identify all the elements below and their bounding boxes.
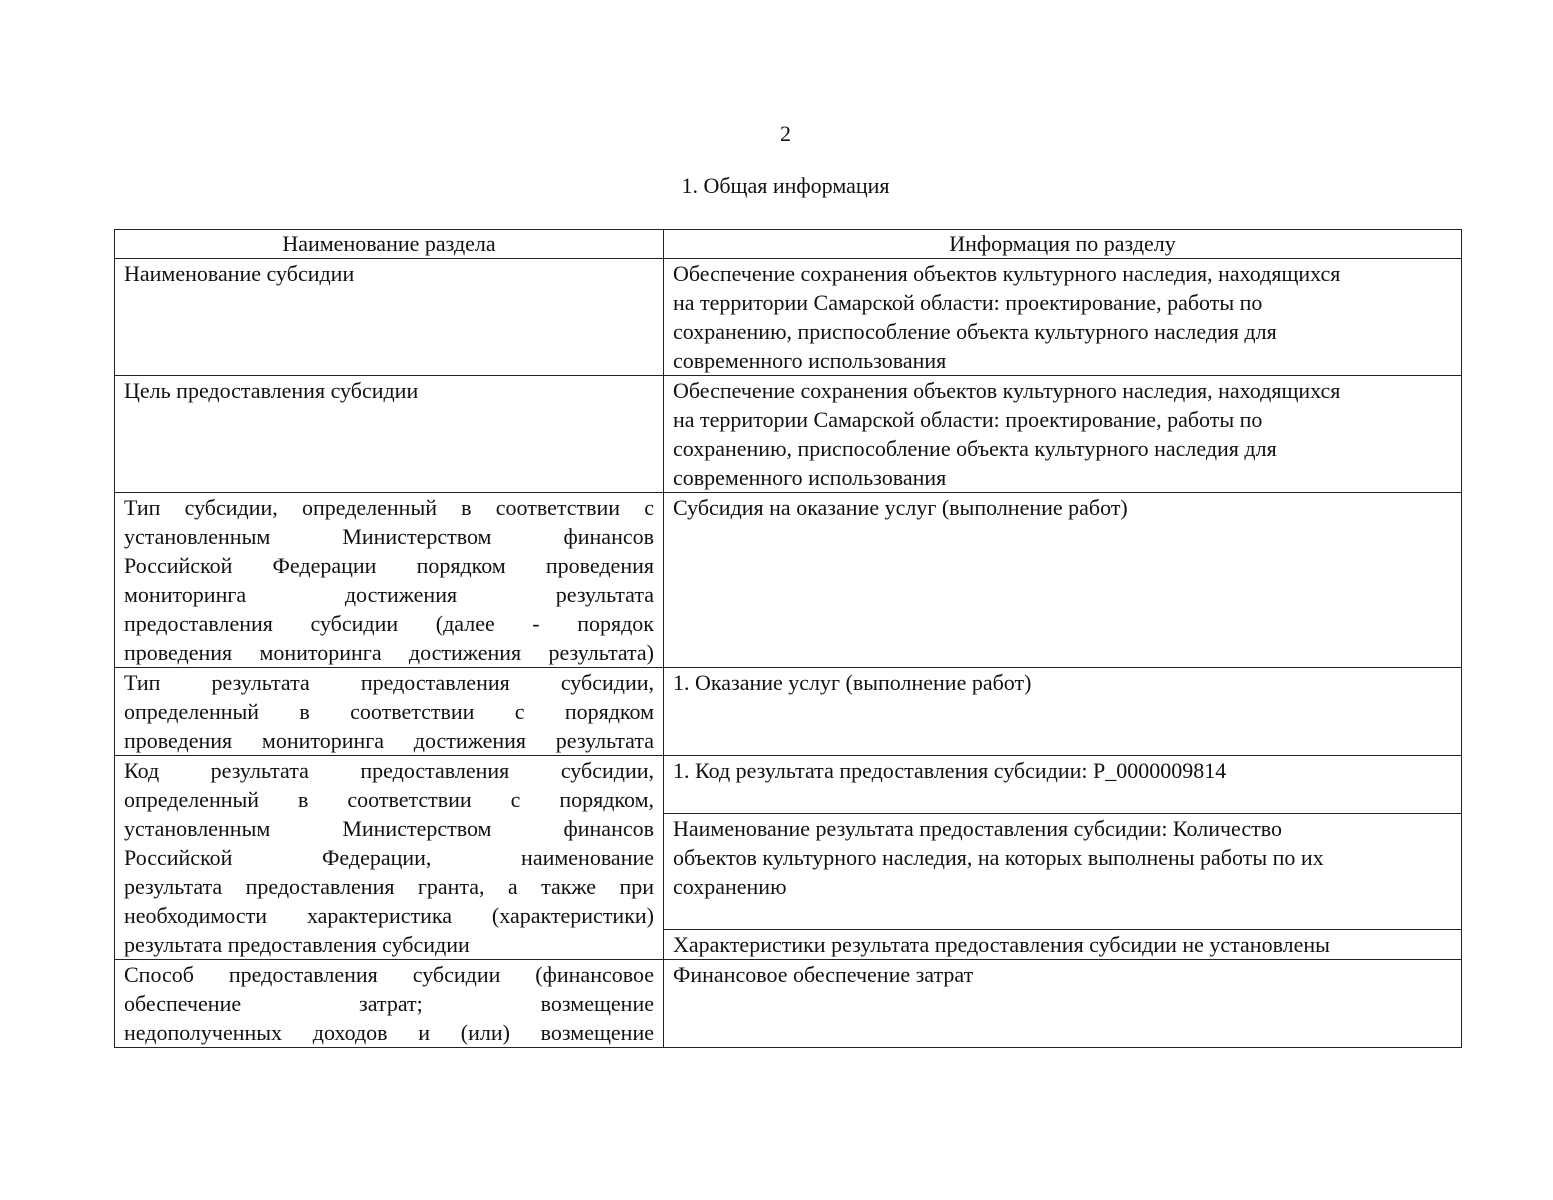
table-row — [115, 259, 1462, 376]
row-value-line: Наименование результата предоставления субсидии: Количество — [673, 816, 1282, 841]
row-label-line: недополученных доходов и (или) возмещение — [124, 1020, 654, 1045]
table-row — [115, 493, 1462, 668]
header-section-info: Информация по разделу — [664, 230, 1462, 259]
row-value-line: на территории Самарской области: проектирование, работы по — [673, 407, 1263, 432]
row-value-result-name — [664, 814, 1462, 930]
row-label-line: определенный в соответствии с порядком, — [124, 787, 654, 812]
row-label-line: Цель предоставления субсидии — [124, 378, 419, 403]
row-label — [115, 493, 664, 668]
row-value-line: объектов культурного наследия, на которых выполнены работы по их — [673, 845, 1324, 870]
row-label-line: установленным Министерством финансов — [124, 816, 654, 841]
row-value-line: сохранению — [673, 874, 787, 899]
row-label-line: Наименование субсидии — [124, 261, 355, 286]
info-table — [114, 229, 1462, 1048]
row-label-line: результата предоставления субсидии — [124, 932, 470, 957]
row-label-line: Российской Федерации, наименование — [124, 845, 654, 870]
row-value-line: Обеспечение сохранения объектов культурного наследия, находящихся — [673, 378, 1341, 403]
row-label-line: обеспечение затрат; возмещение — [124, 991, 654, 1016]
row-label — [115, 259, 664, 376]
row-value-line: сохранению, приспособление объекта культурного наследия для — [673, 319, 1277, 344]
row-value-result-code — [664, 756, 1462, 814]
table-header-row — [115, 230, 1462, 259]
section-title: 1. Общая информация — [681, 173, 890, 198]
page-number: 2 — [780, 121, 791, 146]
row-label — [115, 376, 664, 493]
row-label-line: Тип субсидии, определенный в соответствии с — [124, 495, 654, 520]
row-label-line: Способ предоставления субсидии (финансовое — [124, 962, 654, 987]
row-label-line: проведения мониторинга достижения результата) — [124, 640, 654, 665]
row-value — [664, 259, 1462, 376]
table-row — [115, 668, 1462, 756]
row-label-line: предоставления субсидии (далее - порядок — [124, 611, 654, 636]
table-row — [115, 960, 1462, 1048]
row-value-line: 1. Оказание услуг (выполнение работ) — [673, 670, 1032, 695]
row-label-line: определенный в соответствии с порядком — [124, 699, 654, 724]
row-value-line: сохранению, приспособление объекта культурного наследия для — [673, 436, 1277, 461]
row-label-line: Российской Федерации порядком проведения — [124, 553, 654, 578]
row-value-line: Финансовое обеспечение затрат — [673, 962, 974, 987]
row-label — [115, 960, 664, 1048]
row-value — [664, 960, 1462, 1048]
row-value-line: на территории Самарской области: проектирование, работы по — [673, 290, 1263, 315]
row-value-line: современного использования — [673, 348, 947, 373]
table-row — [115, 756, 1462, 814]
row-value — [664, 668, 1462, 756]
row-value-line: Обеспечение сохранения объектов культурного наследия, находящихся — [673, 261, 1341, 286]
row-label-line: проведения мониторинга достижения результата — [124, 728, 654, 753]
row-label — [115, 756, 664, 960]
table-row — [115, 376, 1462, 493]
row-value-line: Субсидия на оказание услуг (выполнение работ) — [673, 495, 1128, 520]
row-label-line: Код результата предоставления субсидии, — [124, 758, 654, 783]
row-value-line: Характеристики результата предоставления субсидии не установлены — [673, 932, 1330, 957]
row-label — [115, 668, 664, 756]
row-value — [664, 376, 1462, 493]
row-value-line: современного использования — [673, 465, 947, 490]
row-value-result-characteristics — [664, 930, 1462, 960]
header-section-name: Наименование раздела — [115, 230, 664, 259]
row-value-line: 1. Код результата предоставления субсидии: P_0000009814 — [673, 758, 1227, 783]
row-label-line: установленным Министерством финансов — [124, 524, 654, 549]
row-value — [664, 493, 1462, 668]
row-label-line: Тип результата предоставления субсидии, — [124, 670, 654, 695]
row-label-line: результата предоставления гранта, а также при — [124, 874, 654, 899]
row-label-line: необходимости характеристика (характеристики) — [124, 903, 654, 928]
row-label-line: мониторинга достижения результата — [124, 582, 654, 607]
